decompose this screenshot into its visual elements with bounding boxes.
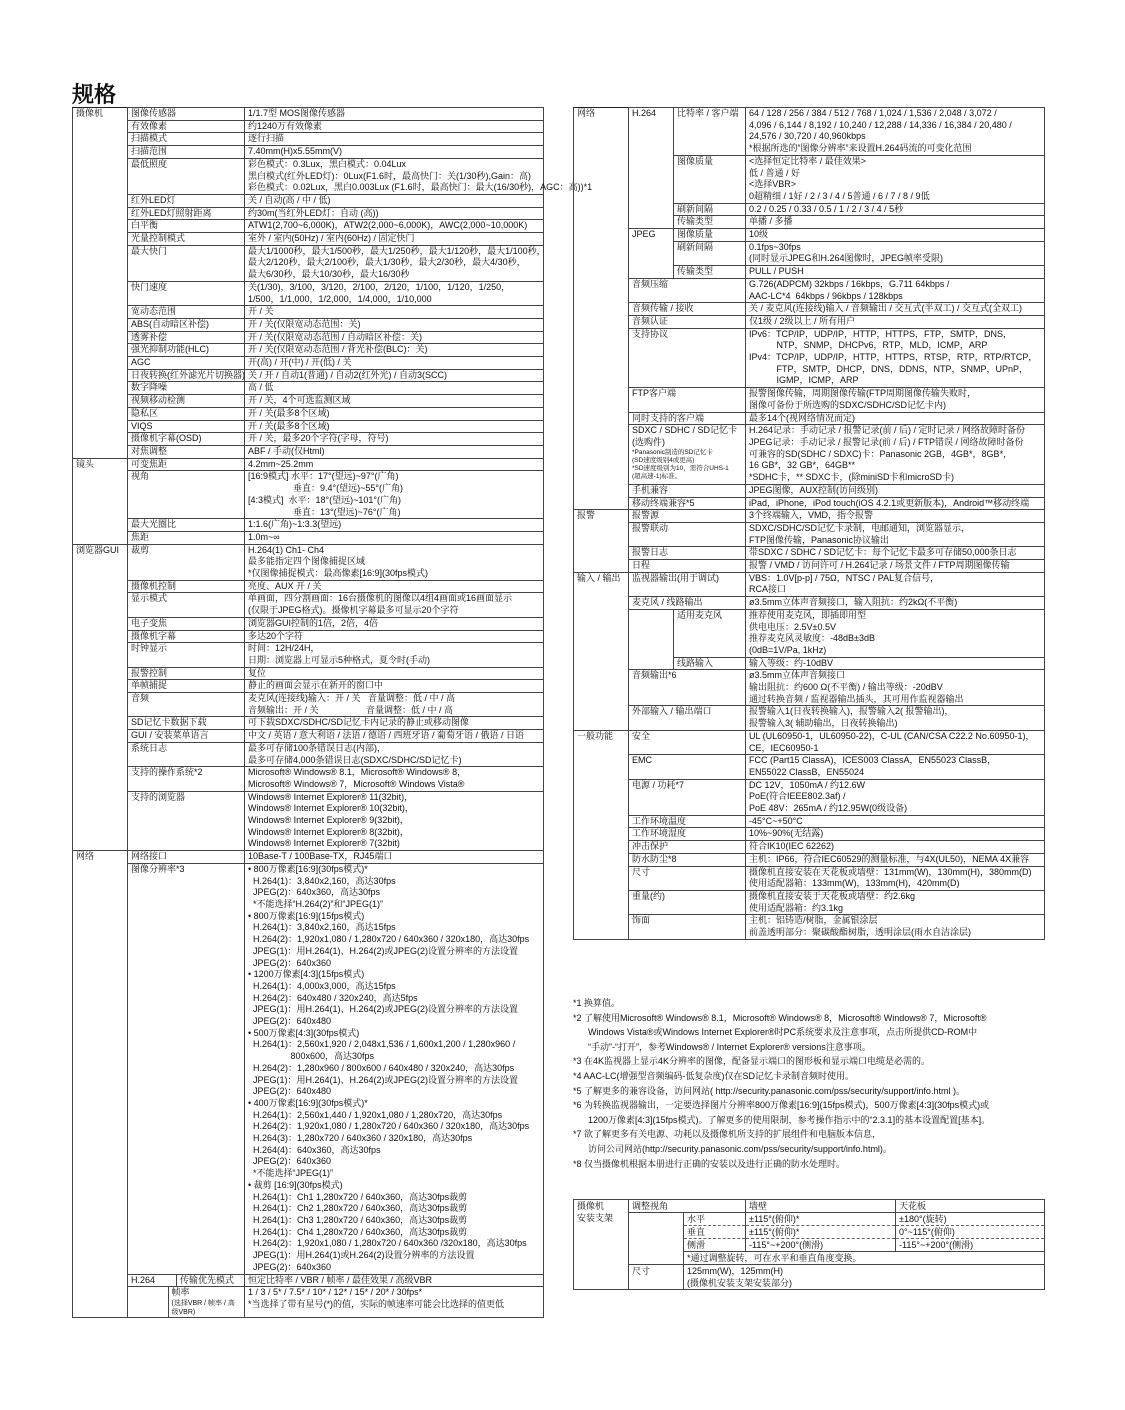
page-title: 规格 [72, 82, 117, 107]
spec-value: 复位 [245, 667, 544, 680]
spec-value: JPEG图像，AUX控制(访问级别) [746, 484, 1045, 497]
table-row [73, 742, 544, 766]
spec-item: 调整视角 [629, 1200, 746, 1213]
table-row [574, 1265, 1045, 1290]
spec-value: 关 / 麦克风(连接线)输入 / 音频输出 / 交互式(半双工) / 交互式(全双工) [746, 303, 1045, 316]
spec-value: Windows® Internet Explorer® 11(32bit)， Windows® Internet Explorer® 10(32bit)， Windows® Internet Explorer® 9(32bit)， Windows® Internet Explorer® 8(32bit)， Windows® Internet Explorer® 7(32bit) [245, 791, 544, 851]
table-row [574, 497, 1045, 510]
table-row [73, 382, 544, 395]
spec-item: 最低照度 [128, 158, 245, 194]
column-header: 墙壁 [746, 1200, 896, 1213]
spec-item-note: *Panasonic制造的SD记忆卡 (SD速度级别4或更高) *SD速度级别为10，需符合UHS-1 (超高速-1)标准。 [632, 448, 729, 480]
table-row [73, 617, 544, 630]
spec-item: 报警控制 [128, 667, 245, 680]
table-row [73, 158, 544, 194]
table-row [73, 851, 544, 864]
spec-item: 图像分辨率*3 [128, 863, 245, 1274]
spec-value: 麦克风(连接线)输入：开 / 关 音量调整：低 / 中 / 高 音频输出：开 / 关 音量调整：低 / 中 / 高 [245, 693, 544, 717]
table-row [574, 706, 1045, 730]
mount-note: *通过调整旋转，可在水平和垂直角度变换。 [684, 1252, 1045, 1265]
spec-item: 报警源 [629, 510, 746, 523]
spec-item: GUI / 安装菜单语言 [128, 730, 245, 743]
spec-item: 扫描模式 [128, 133, 245, 146]
table-row [73, 233, 544, 246]
spec-value: 7.40mm(H)x5.55mm(V) [245, 146, 544, 159]
table-row [574, 425, 1045, 485]
spec-value: H.264记录：手动记录 / 报警记录(前 / 后) / 定时记录 / 网络故障时备份 JPEG记录：手动记录 / 报警记录(前 / 后) / FTP错误 / 网络故障时备份 可兼容的SD(SDHC / SDXC)卡：Panasonic 2GB，4GB*，8GB*， 16 GB*，32 GB*，64GB** *SDHC卡，** SDXC卡，(除miniSD卡和microSD卡) [746, 425, 1045, 485]
table-row [574, 278, 1045, 302]
ceiling-value: -115°~+200°(侧滑) [896, 1239, 1045, 1252]
spec-category: 浏览器GUI [73, 544, 128, 851]
spec-value: 开 / 关 [245, 306, 544, 319]
table-row [73, 306, 544, 319]
spec-value: 报警 / VMD / 访问许可 / H.264记录 / 场景文件 / FTP周期图像传输 [746, 560, 1045, 573]
spec-value: 10Base-T / 100Base-TX，RJ45端口 [245, 851, 544, 864]
spec-item: 扫描范围 [128, 146, 245, 159]
spec-value: ø3.5mm立体声音频接口 输出阻抗：约600 Ω(不平衡) / 输出等级：-20dBV 通过转换音频 / 监视器输出插头，其可用作监视器输出 [746, 670, 1045, 706]
table-row [73, 580, 544, 593]
spec-item: 移动终端兼容*5 [629, 497, 746, 510]
spec-value: 静止的画面会显示在新开的窗口中 [245, 680, 544, 693]
table-row [574, 597, 1045, 610]
spec-item: 对焦调整 [128, 445, 245, 458]
spec-category: 输入 / 输出 [574, 572, 629, 730]
spec-value: 开 / 关，4个可选监测区域 [245, 395, 544, 408]
spec-item: 线路输入 [674, 657, 746, 670]
spec-value: 开 / 关(仅限宽动态范围 / 背光补偿(BLC)：关) [245, 344, 544, 357]
spec-item: 安全 [629, 730, 746, 754]
table-row [73, 245, 544, 281]
spec-item: 图像传感器 [128, 108, 245, 121]
spec-category: 一般功能 [574, 730, 629, 939]
spec-item: 强光抑制功能(HLC) [128, 344, 245, 357]
table-row [574, 1200, 1045, 1213]
spec-value: 亮度、AUX 开 / 关 [245, 580, 544, 593]
spec-value: 4.2mm~25.2mm [245, 458, 544, 471]
table-row [574, 730, 1045, 754]
spec-value: 1 / 3 / 5* / 7.5* / 10* / 12* / 15* / 20* / 30fps* *当选择了带有星号(*)的值，实际的帧速率可能会比选择的值更低 [245, 1287, 544, 1318]
table-row [73, 863, 544, 1274]
spec-item: 系统日志 [128, 742, 245, 766]
spec-value: DC 12V，1050mA / 约12.6W PoE(符合IEEE802.3af) / PoE 48V：265mA / 约12.95W(0级设备) [746, 779, 1045, 815]
table-row [73, 693, 544, 717]
spec-value: 推荐使用麦克风，即插即用型 供电电压：2.5V±0.5V 推荐麦克风灵敏度：-48dB±3dB (0dB=1V/Pa, 1kHz) [746, 609, 1045, 657]
table-row [73, 730, 544, 743]
table-row [574, 828, 1045, 841]
spec-item: 显示模式 [128, 593, 245, 617]
spec-value: 开 / 关(仅限宽动态范围 / 自动暗区补偿：关) [245, 331, 544, 344]
wall-value: -115°~+200°(侧滑) [746, 1239, 896, 1252]
spec-item: SD记忆卡数据下载 [128, 717, 245, 730]
spec-value: PULL / PUSH [746, 266, 1045, 279]
table-row [73, 433, 544, 446]
spec-value: 多达20个字符 [245, 630, 544, 643]
spec-item: 外部输入 / 输出端口 [629, 706, 746, 730]
spec-value: 输入等级：约-10dBV [746, 657, 1045, 670]
angle-name: 侧滑 [684, 1239, 746, 1252]
spec-item: 焦距 [128, 531, 245, 544]
spec-value: ABF / 手动(仅Html) [245, 445, 544, 458]
sub-category: H.264 [128, 1275, 177, 1287]
table-row [574, 315, 1045, 328]
spec-value: 摄像机直接安装在天花板或墙壁：131mm(W)，130mm(H)，380mm(D) 使用适配器箱：133mm(W)，133mm(H)，420mm(D) [746, 866, 1045, 890]
table-row [574, 328, 1045, 388]
table-row [73, 445, 544, 458]
spec-item: 最大快门 [128, 245, 245, 281]
spec-item [128, 1274, 245, 1287]
mount-table [573, 1199, 1045, 1290]
spec-item: 快门速度 [128, 281, 245, 305]
spec-item: 日夜转换(红外滤光片切换器) [128, 369, 245, 382]
table-row [73, 357, 544, 370]
table-row [574, 303, 1045, 316]
table-row [574, 755, 1045, 779]
sub-item: 传输优先模式 [180, 1274, 235, 1285]
spec-item: 透雾补偿 [128, 331, 245, 344]
spec-item [128, 1287, 245, 1318]
spec-value: FCC (Part15 ClassA)，ICES003 ClassA，EN55023 ClassB， EN55022 ClassB，EN55024 [746, 755, 1045, 779]
table-row [574, 815, 1045, 828]
table-row [574, 779, 1045, 815]
table-row [73, 767, 544, 791]
table-row [73, 281, 544, 305]
spec-value: 最多可存储100条错误日志(内部)， 最多可存储4,000条错误日志(SDXC/SDHC/SD记忆卡) [245, 742, 544, 766]
spec-item: 电源 / 功耗*7 [629, 779, 746, 815]
spec-value: 可下载SDXC/SDHC/SD记忆卡内记录的静止或移动图像 [245, 717, 544, 730]
spec-item: 传输类型 [674, 216, 746, 229]
spec-value: 高 / 低 [245, 382, 544, 395]
spec-value: 中文 / 英语 / 意大利语 / 法语 / 德语 / 西班牙语 / 葡萄牙语 / 俄语 / 日语 [245, 730, 544, 743]
spec-item: 光量控制模式 [128, 233, 245, 246]
table-row [574, 1252, 1045, 1265]
spec-value: 开 / 关(仅限宽动态范围：关) [245, 318, 544, 331]
spec-value: 符合IK10(IEC 62262) [746, 841, 1045, 854]
spec-category: 报警 [574, 510, 629, 573]
footnotes [573, 996, 1053, 1171]
spec-item: 防水防尘*8 [629, 853, 746, 866]
spec-value: • 800万像素[16:9](30fps模式)* H.264(1)：3,840x2,160，高达30fps JPEG(2)：640x360，高达30fps *不能选择“H.264(2)”和“JPEG(1)” • 800万像素[16:9](15fps模式) H.264(1)：3,840x2,160，高达15fps H.264(2)：1,920x1,080 / 1,280x720 / 640x360 / 320x180，高达30fps JPEG(1)：用H.264(1)、H.264(2)或JPEG(2)设置分辨率的方法设置 JPEG(2)：640x360 • 1200万像素[4:3](15fps模式) H.264(1)：4,000x3,000，高达15fps H.264(2)：640x480 / 320x240，高达5fps JPEG(1)：用H.264(1)、H.264(2)或JPEG(2)设置分辨率的方法设置 JPEG(2)：640x480 • 500万像素[4:3](30fps模式) H.264(1)：2,560x1,920 / 2,048x1,536 / 1,600x1,200 / 1,280x960 / 800x600，高达30fps H.264(2)：1,280x960 / 800x600 / 640x480 / 320x240，高达30fps JPEG(1)：用H.264(1)、H.264(2)或JPEG(2)设置分辨率的方法设置 JPEG(2)：640x480 • 400万像素[16:9](30fps模式)* H.264(1)：2,560x1,440 / 1,920x1,080 / 1,280x720，高达30fps H.264(2)：1,920x1,080 / 1,280x720 / 640x360 / 320x180，高达30fps H.264(3)：1,280x720 / 640x360 / 320x180，高达30fps H.264(4)：640x360，高达30fps JPEG(2)：640x360 *不能选择“JPEG(1)” • 裁剪 [16:9](30fps模式) H.264(1)：Ch1 1,280x720 / 640x360，高达30fps裁剪 H.264(1)：Ch2 1,280x720 / 640x360，高达30fps裁剪 H.264(1)：Ch3 1,280x720 / 640x360，高达30fps裁剪 H.264(1)：Ch4 1,280x720 / 640x360，高达30fps裁剪 H.264(2)：1,920x1,080 / 1,280x720 / 640x360 /320x180，高达30fps JPEG(1)：用H.264(1)或H.264(2)设置分辨率的方法设置 JPEG(2)：640x360 [245, 863, 544, 1274]
table-row [574, 547, 1045, 560]
spec-item: 报警联动 [629, 522, 746, 546]
angle-name: 水平 [684, 1213, 746, 1226]
table-row [574, 841, 1045, 854]
wall-value: ±115°(俯仰)* [746, 1213, 896, 1226]
spec-category: 网络 [73, 851, 128, 1318]
table-row [574, 1226, 1045, 1239]
spec-value: H.264(1) Ch1- Ch4 最多能指定四个图像捕捉区域 *仅图像捕捉模式：最高像素[16:9](30fps模式) [245, 544, 544, 580]
table-row [73, 146, 544, 159]
spec-category: 镜头 [73, 458, 128, 544]
table-row [574, 484, 1045, 497]
spec-value: 125mm(W)，125mm(H) (摄像机安装支架安装部分) [684, 1265, 1045, 1290]
spec-value: 彩色模式：0.3Lux，黑白模式：0.04Lux 黑白模式(红外LED灯)：0Lux(F1.6时，最高快门：关(1/30秒),Gain：高) 彩色模式：0.02Lux，黑白0.003Lux (F1.6时，最高快门：最大(16/30秒)，AGC：高))*1 [245, 158, 544, 194]
spec-item: 宽动态范围 [128, 306, 245, 319]
footnote: *4 AAC-LC(增强型音频编码-低复杂度)仅在SD记忆卡录制音频时使用。 [573, 1070, 855, 1081]
spec-value: 带SDXC / SDHC / SD记忆卡：每个记忆卡最多可存储50,000条日志 [746, 547, 1045, 560]
table-row [73, 667, 544, 680]
spec-value: 室外 / 室内(50Hz) / 室内(60Hz) / 固定快门 [245, 233, 544, 246]
table-row [73, 643, 544, 667]
table-row [73, 395, 544, 408]
spec-category: 摄像机 安装支架 [574, 1200, 629, 1290]
spec-value: SDXC/SDHC/SD记忆卡录制，电邮通知，浏览器显示， FTP图像传输，Panasonic协议输出 [746, 522, 1045, 546]
spec-value: 0.1fps~30fps (同时显示JPEG和H.264图像时，JPEG帧率受限) [746, 241, 1045, 265]
footnote: Windows Vista®或Windows Internet Explorer®时PC系统要求及注意事项，点击所提供CD-ROM中 [573, 1027, 978, 1038]
spacer [629, 1226, 684, 1239]
spec-value: 单画面，四分割画面：16台摄像机的图像以4组4画面或16画面显示 (仅限于JPEG格式)。摄像机字幕最多可显示20个字符 [245, 593, 544, 617]
spec-item: 图像质量 [674, 229, 746, 242]
spec-item: 支持的浏览器 [128, 791, 245, 851]
spec-value: 约1240万有效像素 [245, 120, 544, 133]
spec-value: 关 / 开 / 自动1(普通) / 自动2(红外光) / 自动3(SCC) [245, 369, 544, 382]
sub-category: H.264 [629, 108, 674, 229]
footnote: *3 在4K监视器上显示4K分辨率的图像，配备显示端口的图形板和显示端口电缆是必需的。 [573, 1056, 931, 1067]
table-row [574, 1213, 1045, 1226]
spec-item: 最大光圈比 [128, 519, 245, 532]
spec-value: 10级 [746, 229, 1045, 242]
spec-value: 主机：铝铸造/树脂，金属银涂层 前盖透明部分：聚碳酸酯树脂，透明涂层(雨水自洁涂层) [746, 915, 1045, 939]
table-row [574, 866, 1045, 890]
table-row [73, 680, 544, 693]
spec-category: 网络 [574, 108, 629, 510]
spec-item: 音频输出*6 [629, 670, 746, 706]
table-row [73, 544, 544, 580]
spacer [629, 1213, 684, 1226]
spec-item: 尺寸 [629, 866, 746, 890]
spec-item: 麦克风 / 线路输出 [629, 597, 746, 610]
spec-item: 裁剪 [128, 544, 245, 580]
spec-value: Microsoft® Windows® 8.1，Microsoft® Windows® 8， Microsoft® Windows® 7，Microsoft® Windows Vista® [245, 767, 544, 791]
ceiling-value: 0°~115°(俯仰) [896, 1226, 1045, 1239]
spec-item: 摄像机字幕 [128, 630, 245, 643]
table-row [73, 344, 544, 357]
spec-value: 1:1.6(广角)~1:3.3(望远) [245, 519, 544, 532]
spec-item: 饰面 [629, 915, 746, 939]
spec-item: 同时支持的客户端 [629, 412, 746, 425]
spec-item: 尺寸 [629, 1265, 684, 1290]
spec-item: 视频移动检测 [128, 395, 245, 408]
table-row [574, 522, 1045, 546]
spec-value: VBS：1.0V[p-p] / 75Ω，NTSC / PAL复合信号， RCA接口 [746, 572, 1045, 596]
spec-item: 刷新间隔 [674, 241, 746, 265]
spec-item: 可变焦距 [128, 458, 245, 471]
table-row [574, 108, 1045, 156]
spec-item: 时钟显示 [128, 643, 245, 667]
table-row [73, 220, 544, 233]
spec-item: 单帧捕捉 [128, 680, 245, 693]
table-row [73, 407, 544, 420]
spec-category: 摄像机 [73, 108, 128, 459]
spec-item: 电子变焦 [128, 617, 245, 630]
spec-item-label: SDXC / SDHC / SD记忆卡 (选购件) [632, 425, 738, 447]
spec-value: 10%~90%(无结露) [746, 828, 1045, 841]
spec-value: 摄像机直接安装于天花板或墙壁：约2.6kg 使用适配器箱：约3.1kg [746, 891, 1045, 915]
spec-item: 支持协议 [629, 328, 746, 388]
spec-value: 浏览器GUI控制的1倍，2倍，4倍 [245, 617, 544, 630]
spec-item: 音频传输 / 接收 [629, 303, 746, 316]
spec-item: 视角 [128, 471, 245, 519]
spec-item: 支持的操作系统*2 [128, 767, 245, 791]
table-row [574, 1239, 1045, 1252]
spec-item: 重量(约) [629, 891, 746, 915]
spec-value: ø3.5mm立体声音频接口，输入阻抗：约2kΩ(不平衡) [746, 597, 1045, 610]
spec-item: 红外LED灯照射距离 [128, 207, 245, 220]
table-row [73, 630, 544, 643]
ceiling-value: ±180°(旋转) [896, 1213, 1045, 1226]
table-row [73, 471, 544, 519]
spec-value: 开(高) / 开(中) / 开(低) / 关 [245, 357, 544, 370]
sub-item-note: (选择VBR / 帧率 / 高级VBR) [171, 1299, 235, 1316]
table-row [73, 108, 544, 121]
spec-item: 工作环境温度 [629, 815, 746, 828]
table-row [73, 593, 544, 617]
spec-item: EMC [629, 755, 746, 779]
spec-item: 隐私区 [128, 407, 245, 420]
table-row [574, 412, 1045, 425]
table-row [73, 717, 544, 730]
spec-value: 关(1/30)，3/100，3/120，2/100，2/120，1/100，1/120，1/250， 1/500，1/1,000，1/2,000，1/4,000，1/10,000 [245, 281, 544, 305]
spec-value: 1/1.7型 MOS图像传感器 [245, 108, 544, 121]
spec-item: 比特率 / 客户端 [674, 108, 746, 156]
spacer [629, 1239, 684, 1252]
spec-table-right [573, 107, 1045, 940]
footnote: *1 换算值。 [573, 998, 621, 1008]
spec-value: 报警图像传输，周期图像传输(FTP周期图像传输失败时， 图像可备份于所选购的SDXC/SDHC/SD记忆卡内) [746, 388, 1045, 412]
footnote: 访问公司网站(http://security.panasonic.com/pss/security/support/info.html)。 [573, 1143, 892, 1154]
spec-value: 开 / 关(最多8个区域) [245, 420, 544, 433]
table-row [73, 458, 544, 471]
spec-item: AGC [128, 357, 245, 370]
spec-item: 数字降噪 [128, 382, 245, 395]
spec-value: 主机：IP66，符合IEC60529的测量标准，与4X(UL50)，NEMA 4X兼容 [746, 853, 1045, 866]
spec-item: 冲击保护 [629, 841, 746, 854]
table-row [73, 331, 544, 344]
spec-item: 监视器输出(用于调试) [629, 572, 746, 596]
angle-name: 垂直 [684, 1226, 746, 1239]
spec-item: 日程 [629, 560, 746, 573]
table-row [73, 420, 544, 433]
spacer [629, 1252, 684, 1265]
table-row [574, 572, 1045, 596]
spec-item [629, 425, 746, 485]
spec-item: 摄像机字幕(OSD) [128, 433, 245, 446]
sub-category [128, 1287, 169, 1317]
spec-value: 约30m(当红外LED灯：自动 (高)) [245, 207, 544, 220]
footnote: *2 了解使用Microsoft® Windows® 8.1，Microsoft® Windows® 8，Microsoft® Windows® 7，Microsoft® [573, 1012, 987, 1023]
table-row [574, 891, 1045, 915]
table-row [574, 510, 1045, 523]
spec-value: 单播 / 多播 [746, 216, 1045, 229]
spec-value: 64 / 128 / 256 / 384 / 512 / 768 / 1,024 / 1,536 / 2,048 / 3,072 / 4,096 / 6,144 / 8,192 / 10,240 / 12,288 / 14,336 / 16,384 / 20,480 / 24,576 / 30,720 / 40,960kbps *根据所选的“图像分辨率”来设置H.264码流的可变化范围 [746, 108, 1045, 156]
spec-value: 时间：12H/24H， 日期：浏览器上可显示5种格式，夏令时(手动) [245, 643, 544, 667]
spec-item: 有效像素 [128, 120, 245, 133]
wall-value: ±115°(俯仰)* [746, 1226, 896, 1239]
table-row [73, 369, 544, 382]
footnote: *7 欲了解更多有关电源、功耗以及摄像机所支持的扩展组件和电脑版本信息， [573, 1129, 882, 1140]
spec-value: 开 / 关，最多20个字符(字母，符号) [245, 433, 544, 446]
spec-item: 报警日志 [629, 547, 746, 560]
table-row [73, 318, 544, 331]
spec-value: [16:9模式] 水平：17°(望远)~97°(广角) 垂直：9.4°(望远)~55°(广角) [4:3模式] 水平：18°(望远)~101°(广角) 垂直：13°(望远)~76°(广角) [245, 471, 544, 519]
spec-item: 网络接口 [128, 851, 245, 864]
spec-value: 报警输入1(日夜转换输入)，报警输入2( 报警输出)， 报警输入3( 辅助输出，日夜转换输出) [746, 706, 1045, 730]
table-row [574, 670, 1045, 706]
spec-item: 手机兼容 [629, 484, 746, 497]
spec-value: 开 / 关(最多8个区域) [245, 407, 544, 420]
spec-item: 传输类型 [674, 266, 746, 279]
spec-item: 工作环境湿度 [629, 828, 746, 841]
footnote: “手动”-“打开”，参考Windows® / Internet Explorer® versions注意事项。 [573, 1041, 871, 1052]
column-header: 天花板 [896, 1200, 1045, 1213]
spec-value: 逐行扫描 [245, 133, 544, 146]
spec-value: 3个终端输入，VMD，指令报警 [746, 510, 1045, 523]
sub-category [629, 609, 674, 670]
spec-value: G.726(ADPCM) 32kbps / 16kbps，G.711 64kbps / AAC-LC*4 64kbps / 96kbps / 128kbps [746, 278, 1045, 302]
spec-value: 1.0m~∞ [245, 531, 544, 544]
table-row [73, 120, 544, 133]
spec-item: 音频压缩 [629, 278, 746, 302]
spec-value: iPad，iPhone，iPod touch(iOS 4.2.1或更新版本)，Android™移动终端 [746, 497, 1045, 510]
spec-item: 刷新间隔 [674, 203, 746, 216]
spec-item: 红外LED灯 [128, 194, 245, 207]
spec-item: 适用麦克风 [674, 609, 746, 657]
spec-value: IPv6：TCP/IP，UDP/IP，HTTP，HTTPS，FTP，SMTP，DNS， NTP，SNMP，DHCPv6，RTP，MLD，ICMP，ARP IPv4：TCP/IP，UDP/IP，HTTP，HTTPS，RTSP，RTP，RTP/RTCP， FTP，SMTP，DHCP，DNS，DDNS，NTP，SNMP，UPnP， IGMP，ICMP，ARP [746, 328, 1045, 388]
table-row [574, 229, 1045, 242]
spec-value: 最大1/1000秒，最大1/500秒，最大1/250秒，最大1/120秒，最大1/100秒， 最大2/120秒，最大2/100秒，最大1/30秒，最大2/30秒，最大4/30秒， 最大6/30秒，最大10/30秒，最大16/30秒 [245, 245, 544, 281]
spec-value: 0.2 / 0.25 / 0.33 / 0.5 / 1 / 2 / 3 / 4 / 5秒 [746, 203, 1045, 216]
sub-category: JPEG [629, 229, 674, 279]
spec-value: <选择恒定比特率 / 最佳效果> 低 / 普通 / 好 <选择VBR> 0超精细 / 1好 / 2 / 3 / 4 / 5普通 / 6 / 7 / 8 / 9低 [746, 155, 1045, 203]
spec-value: 关 / 自动(高 / 中 / 低) [245, 194, 544, 207]
sub-item: 帧率 (选择VBR / 帧率 / 高级VBR) [169, 1287, 245, 1317]
table-row [73, 531, 544, 544]
footnote: 1200万像素[4:3](15fps模式)。了解更多的使用限制，参考操作指示中的“2.3.1]的基本设置配置[基本]。 [573, 1114, 991, 1125]
spec-item: ABS(自动暗区补偿) [128, 318, 245, 331]
table-row [73, 194, 544, 207]
spec-item: FTP客户端 [629, 388, 746, 412]
spec-value: ATW1(2,700~6,000K)，ATW2(2,000~6,000K)，AWC(2,000~10,000K) [245, 220, 544, 233]
footnote: *6 为转换监视器输出，一定要选择图片分辨率800万像素[16:9](15fps模式)，500万像素[4:3](30fps模式)或 [573, 1100, 990, 1111]
table-row [73, 207, 544, 220]
spec-table-left [72, 107, 593, 1318]
spec-value: 仅1级 / 2级以上 / 所有用户 [746, 315, 1045, 328]
spec-value: -45°C~+50°C [746, 815, 1045, 828]
spec-item: 白平衡 [128, 220, 245, 233]
table-row [73, 133, 544, 146]
spec-item: 摄像机控制 [128, 580, 245, 593]
footnote: *8 仅当摄像机根据本册进行正确的安装以及进行正确的防水处理时。 [573, 1158, 846, 1169]
table-row [73, 1287, 544, 1318]
spec-item: 音频 [128, 693, 245, 717]
table-row [574, 560, 1045, 573]
table-row [73, 791, 544, 851]
spec-value: UL (UL60950-1，UL60950-22)，C-UL (CAN/CSA C22.2 No.60950-1)， CE，IEC60950-1 [746, 730, 1045, 754]
spec-value: 恒定比特率 / VBR / 帧率 / 最佳效果 / 高级VBR [245, 1274, 544, 1287]
table-row [73, 1274, 544, 1287]
spec-item: VIQS [128, 420, 245, 433]
table-row [574, 388, 1045, 412]
spec-item: 图像质量 [674, 155, 746, 203]
spec-item: 音频认证 [629, 315, 746, 328]
table-row [574, 609, 1045, 657]
table-row [574, 853, 1045, 866]
spec-value: 最多14个(视网络情况而定) [746, 412, 1045, 425]
footnote: *5 了解更多的兼容设备，访问网站( http://security.panasonic.com/pss/security/support/info.html )。 [573, 1085, 965, 1096]
table-row [574, 915, 1045, 939]
table-row [73, 519, 544, 532]
